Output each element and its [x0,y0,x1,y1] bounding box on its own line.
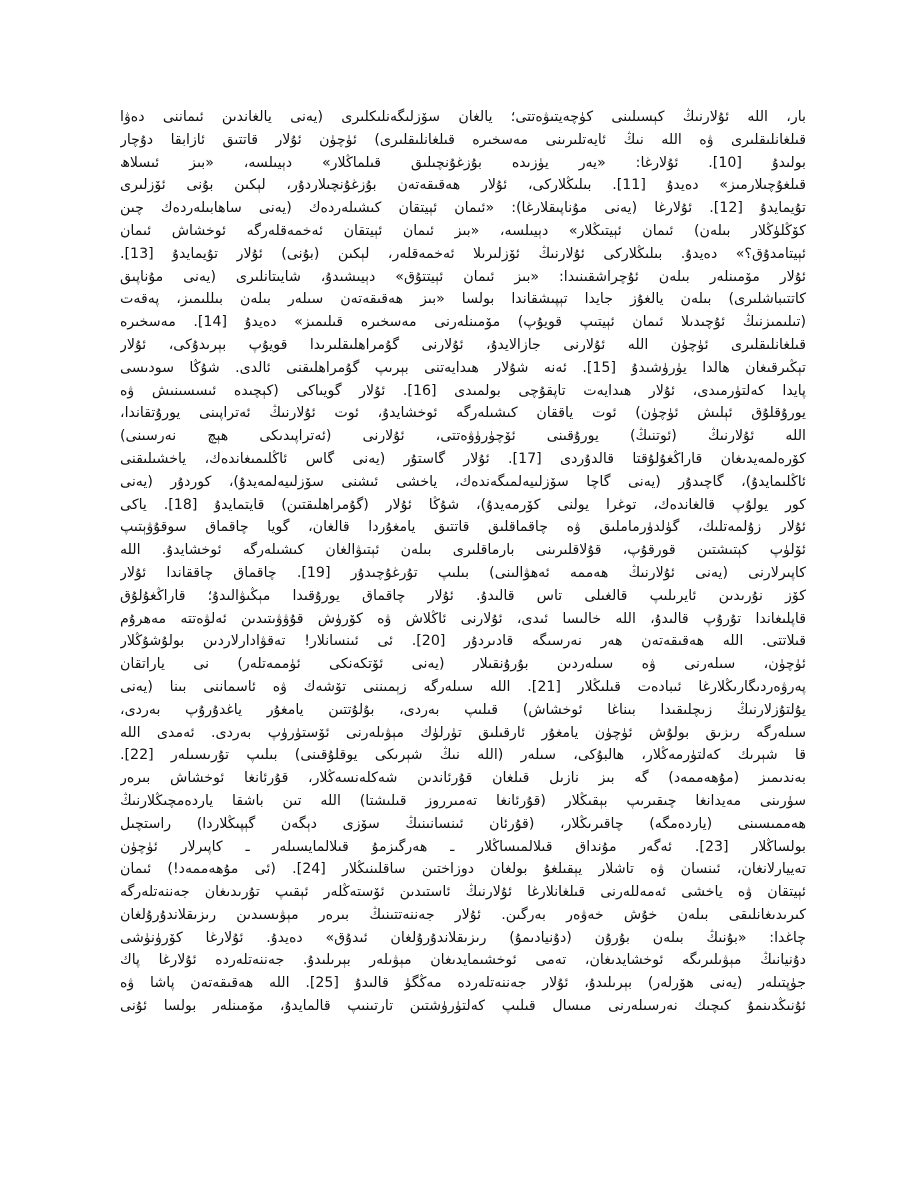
text-line: ھەممىسىنى (ياردەمگە) چاقىرىڭلار، (قۇرئان ئىنسانىنىڭ سۆزى دېگەن گېپىڭلاردا) راستچىل [120,815,806,832]
text-line: قىلاتتى. الله ھەقىقەتەن ھەر نەرسىگە قادىردۇر [20]. ئى ئىنسانلار! تەقۋادارلاردىن بولۇشۇڭلار [120,633,806,650]
text-line: يۇلتۇزلارنىڭ زىچلىقىدا بىناغا ئوخشاش) قىلىپ بەردى، بۇلۇتتىن يامغۇر ياغدۇرۇپ بەردى، [120,701,806,718]
text-line: كۆرەلمەيدىغان قاراڭغۇلۇقتا قالدۇردى [17]. ئۇلار گاستۇر (يەنى گاس ئاڭلىمىغاندەك، ياخشىلىقنى [120,450,806,467]
text-line: پەرۋەردىگارىڭلارغا ئىبادەت قىلىڭلار [21]. الله سىلەرگە زېمىننى تۆشەك ۋە ئاسماننى بىنا (يەنى [120,678,806,695]
text-line: تەييارلانغان، ئىنسان ۋە تاشلار يېقىلغۇ بولغان دوزاختىن ساقلىنىڭلار [24]. (ئى مۇھەممەد!) ئىمان [120,861,806,878]
text-line: كىرىدىغانلىقى بىلەن خۇش خەۋەر بەرگىن. ئۇلار جەننەتتىنىڭ بىرەر مېۋىسىدىن رىزىقلاندۇرۇلغان [120,906,806,923]
body-text [120,106,806,1018]
text-line: ئۇلار زۇلمەتلىك، گۈلدۈرماملىق ۋە چاقماقلىق قاتتىق يامغۇردا قالغان، گويا چاقماق سوقۇۋېتىپ [120,519,806,536]
text-line: كاتتىباشلىرى) بىلەن يالغۇز جايدا تېپىشقاندا بولسا «بىز ھەقىقەتەن سىلەر بىلەن بىللىمىز، پەقەت [120,291,806,308]
text-line: ئېيتامدۇق؟» دەيدۇ. بىلىڭلاركى ئۇلارنىڭ ئۆزلىرىلا ئەخمەقلەر، لېكىن (بۇنى) ئۇلار تۇيمايدۇ [13]. [120,245,806,262]
text-line: ئاڭلىمايدۇ)، گاچىدۇر (يەنى گاچا سۆزلىيەلمىگەندەك، ياخشى ئىشنى سۆزلىيەلمەيدۇ)، كوردۇر (يەنى [120,473,806,490]
text-line: بولىدۇ [10]. ئۇلارغا: «يەر يۈزىدە بۇزغۇنچىلىق قىلماڭلار» دېيىلسە، «بىز ئىسلاھ [120,154,806,171]
text-line: پايدا كەلتۈرمىدى، ئۇلار ھىدايەت تاپقۇچى بولمىدى [16]. ئۇلار گويىاكى (كېچىدە ئىسسىنىش ۋە [120,382,806,399]
text-line: دۇنيانىڭ مېۋىلىرىگە ئوخشايدىغان، تەمى ئوخشىمايدىغان مېۋىلەر بېرىلىدۇ. جەننەتلەردە ئۇلارغا پاك [120,952,806,969]
text-line: سۈرىنى مەيدانغا چىقىرىپ بېقىڭلار (قۇرئانغا تەمىرروز قىلىشتا) الله تىن باشقا ياردەمچىڭلارنىڭ [120,792,806,809]
text-line: قىلغانلىقلىرى ۋە الله نىڭ ئايەتلىرىنى مەسخىرە قىلغانلىقلىرى) ئۈچۈن ئۇلار قاتتىق ئازابقا دۇچار [120,131,806,148]
text-line: قا شېرىك كەلتۈرمەڭلار، ھالبۇكى، سىلەر (الله نىڭ شېرىكى يوقلۇقىنى) بىلىپ تۇرىسىلەر [22]. [120,747,806,764]
text-line: قىلغانلىقلىرى ئۈچۈن الله ئۇلارنى جازالايدۇ، ئۇلارنى گۇمراھلىقلىرىدا قويۇپ بېرىدۇكى، ئۇلار [120,336,806,353]
text-line: بار، الله ئۇلارنىڭ كېسىلىنى كۈچەيتىۋەتتى؛ يالغان سۆزلىگەنلىكلىرى (يەنى يالغاندىن ئىماننى دەۋا [120,109,806,125]
text-line: جۈپتىلەر (يەنى ھۆرلەر) بېرىلىدۇ، ئۇلار جەننەتلەردە مەڭگۈ قالىدۇ [25]. الله ھەقىقەتەن پاشا ۋە [120,975,806,992]
text-line: ئۈچۈن، سىلەرنى ۋە سىلەردىن بۇرۇنقىلار (يەنى ئۆتكەنكى ئۈممەتلەر) نى ياراتقان [120,656,806,673]
text-line: (تىلىمىزنىڭ ئۇچىدىلا ئىمان ئېيتىپ قويۇپ) مۆمىنلەرنى مەسخىرە قىلىمىز» دەيدۇ [14]. مەسخىرە [120,314,806,331]
text-line: كۆڭلۈڭلار بىلەن) ئىمان ئېيتىڭلار» دېيىلسە، «بىز ئىمان ئېيتقان ئەخمەقلەرگە ئوخشاش ئىمان [120,222,806,239]
text-line: تۇيمايدۇ [12]. ئۇلارغا (يەنى مۇناپىقلارغا): «ئىمان ئېيتقان كىشىلەردەك (يەنى ساھابىلەردەك چىن [120,200,806,217]
text-line: سىلەرگە رىزىق بولۇش ئۈچۈن يامغۇر ئارقىلىق تۈرلۈك مېۋىلەرنى ئۆستۈرۈپ بەردى. ئەمدى الله [120,724,806,741]
text-line: ئۇنىڭدىنمۇ كىچىك نەرسىلەرنى مىسال قىلىپ كەلتۈرۈشتىن تارتىنىپ قالمايدۇ، مۆمىنلەر بولسا ئۇنى [120,998,806,1015]
text-line: كاپىرلارنى (يەنى ئۇلارنىڭ ھەممە ئەھۋالىنى) بىلىپ تۇرغۇچىدۇر [19]. چاقماق چاققاندا ئۇلار [120,564,806,581]
text-line: يورۇقلۇق ئېلىش ئۈچۈن) ئوت ياققان كىشىلەرگە ئوخشايدۇ، ئوت ئۇلارنىڭ ئەتراپىنى يورۇتقاندا، [120,405,806,422]
text-line: كور يولۇپ قالغاندەك، توغرا يولنى كۆرمەيدۇ)، شۇڭا ئۇلار (گۇمراھلىقتىن) قايتمايدۇ [18]. ياكى [120,496,806,513]
text-line: كۆز نۇرىدىن ئايرىلىپ قالغىلى تاس قالىدۇ. ئۇلار چاقماق يورۇقىدا مېڭىۋالىدۇ؛ قاراڭغۇلۇق [120,587,806,604]
text-line: بولساڭلار [23]. ئەگەر مۇنداق قىلالمىساڭلار ـ ھەرگىزمۇ قىلالمايسىلەر ـ كاپىرلار ئۈچۈن [120,838,806,855]
text-line: ئۇلار مۆمىنلەر بىلەن ئۇچراشقىنىدا: «بىز ئىمان ئېيتتۇق» دېيىشىدۇ، شايىتانلىرى (يەنى مۇناپىق [120,268,806,285]
text-line: بەندىمىز (مۇھەممەد) گە بىز نازىل قىلغان قۇرئاندىن شەكلەنسەڭلار، قۇرئانغا ئوخشاش بىرەر [120,770,806,787]
text-line: چاغدا: «بۇنىڭ بىلەن بۇرۇن (دۇنيادىمۇ) رىزىقلاندۇرۇلغان ئىدۇق» دەيدۇ. ئۇلارغا كۆرۈنۈشى [120,929,806,946]
text-line: قىلغۇچىلارمىز» دەيدۇ [11]. بىلىڭلاركى، ئۇلار ھەقىقەتەن بۇزغۇنچىلاردۇر، لېكىن بۇنى ئۆزلىرى [120,177,806,194]
text-line: الله ئۇلارنىڭ (ئوتنىڭ) يورۇقىنى ئۆچۈرۈۋەتتى، ئۇلارنى (ئەتراپىدىكى ھېچ نەرسىنى) [120,428,806,445]
text-line: قاپلىغاندا تۇرۇپ قالىدۇ، الله خالىسا ئىدى، ئۇلارنى ئاڭلاش ۋە كۆرۈش قۇۋۋىتىدىن ئەلۋەتتە مەھرۇم [120,610,806,627]
text-line: ئېيتقان ۋە ياخشى ئەمەللەرنى قىلغانلارغا ئۇلارنىڭ ئاستىدىن ئۆستەڭلەر ئېقىپ تۇرىدىغان جەننەتلەرگە [120,884,806,901]
text-line: تېڭىرقىغان ھالدا يۈرۈشىدۇ [15]. ئەنە شۇلار ھىدايەتنى بېرىپ گۇمراھلىقنى ئالدى. شۇڭا سودىسى [120,359,806,376]
text-line: ئۆلۈپ كېتىشتىن قورقۇپ، قۇلاقلىرىنى بارماقلىرى بىلەن ئېتىۋالغان كىشىلەرگە ئوخشايدۇ. الله [120,542,806,559]
